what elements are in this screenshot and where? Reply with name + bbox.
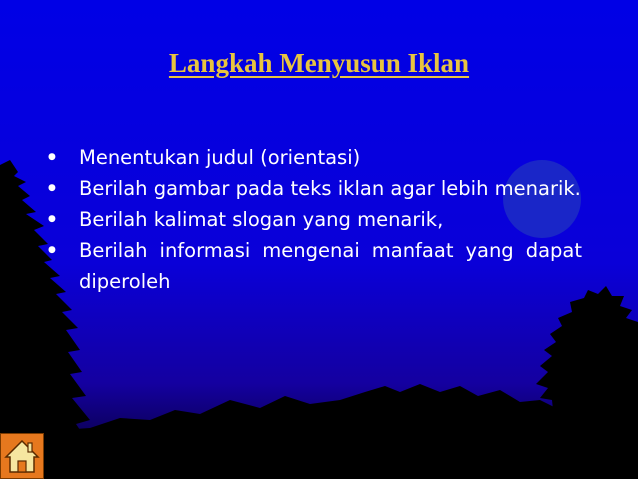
bullet-item <box>48 235 582 297</box>
bullet-dot-icon: ● <box>48 152 56 162</box>
bullet-text: Berilah kalimat slogan yang menarik, <box>79 208 444 231</box>
bullet-item <box>48 173 582 204</box>
bullet-text: Berilah gambar pada teks iklan agar lebih menarik. <box>79 177 581 200</box>
bullet-text: Menentukan judul (orientasi) <box>79 146 361 169</box>
bullet-dot-icon: ● <box>48 214 56 224</box>
bullet-list <box>48 142 582 297</box>
bullet-item <box>48 204 582 235</box>
bullet-text: Berilah informasi mengenai manfaat yang dapat diperoleh <box>79 239 582 293</box>
home-icon <box>1 434 43 478</box>
bullet-dot-icon: ● <box>48 245 56 255</box>
home-button[interactable] <box>0 433 44 479</box>
bullet-item <box>48 142 582 173</box>
slide-title: Langkah Menyusun Iklan <box>168 48 470 78</box>
bullet-dot-icon: ● <box>48 183 56 193</box>
